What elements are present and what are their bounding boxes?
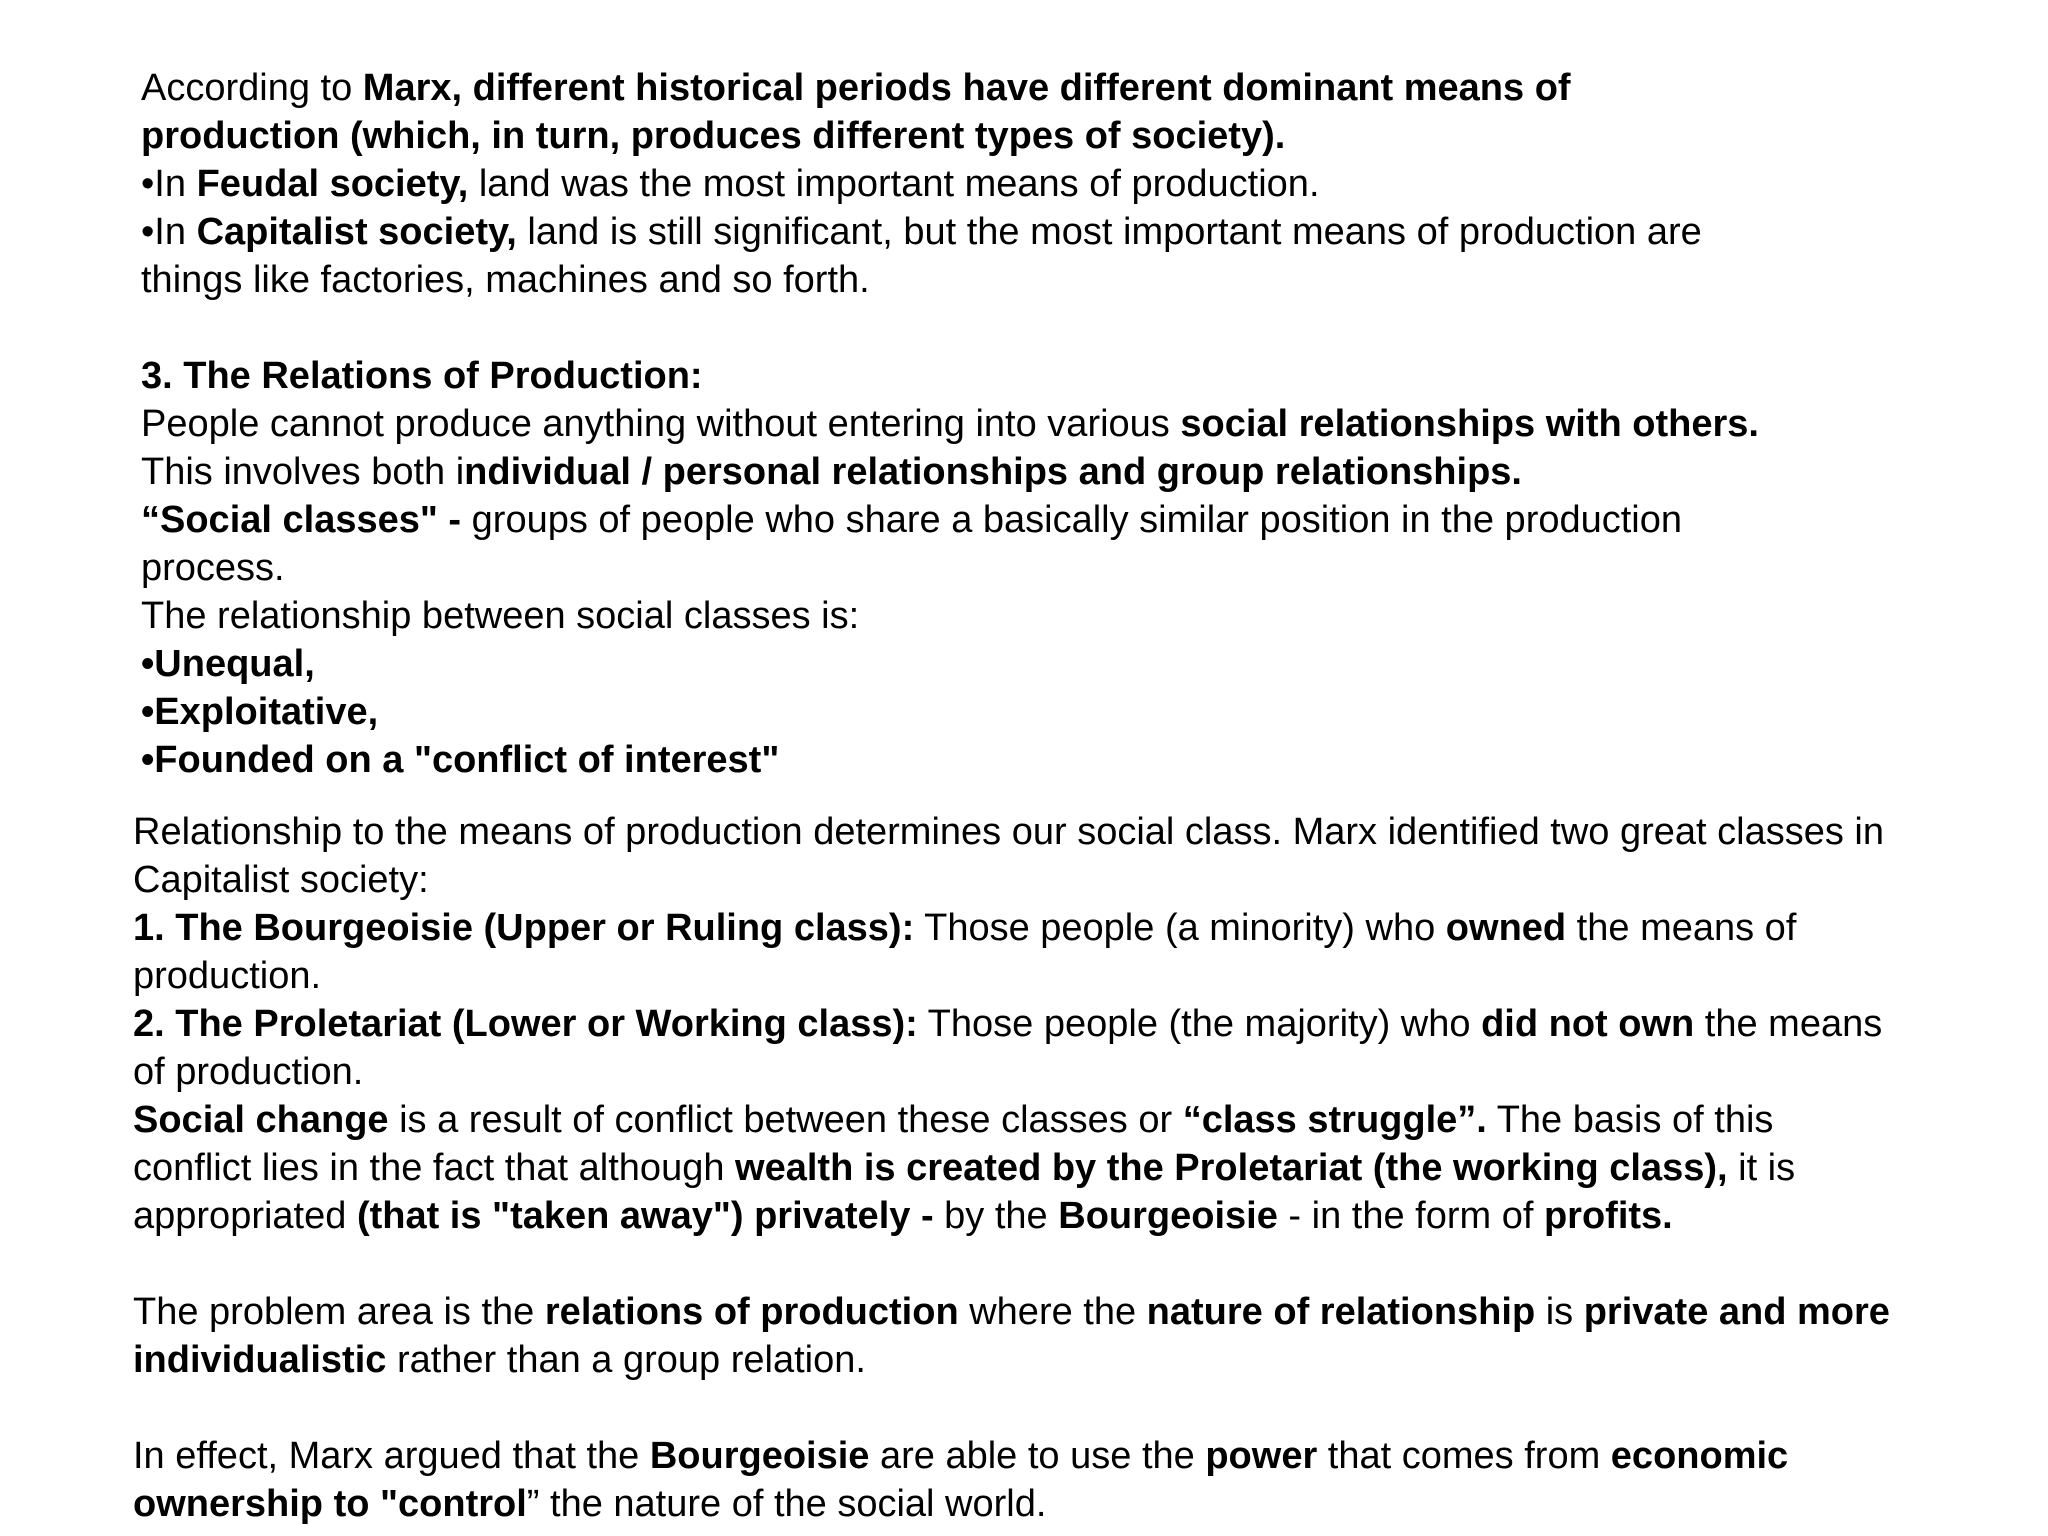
text-run: the means of (1566, 907, 1797, 949)
text-run: things like factories, machines and so forth. (141, 259, 870, 301)
text-run: This involves both i (141, 451, 465, 493)
bullet-marker: •In (141, 211, 197, 253)
bold-text-run: ownership to "control (133, 1483, 527, 1525)
bold-text-run: 2. The Proletariat (Lower or Working class): (133, 1003, 918, 1045)
bullet-capitalist-society-line2 (141, 256, 1759, 304)
text-run: Those people (a minority) who (914, 907, 1446, 949)
section-heading-relations-of-production (141, 352, 1759, 400)
text-run: of production. (133, 1051, 364, 1093)
text-run: land was the most important means of production. (468, 163, 1320, 205)
bold-text-run: nature of relationship (1146, 1291, 1536, 1333)
paragraph-means-of-production-line1 (141, 64, 1759, 112)
paragraph-social-change-line3 (133, 1192, 1890, 1240)
text-run: Capitalist society: (133, 859, 429, 901)
text-run: groups of people who share a basically similar position in the production (461, 499, 1683, 541)
bold-text-run: Feudal society, (196, 163, 469, 205)
bold-text-run: social relationships with others. (1180, 403, 1759, 445)
bold-text-run: •Exploitative, (141, 691, 379, 733)
paragraph-relationship-intro (141, 592, 1759, 640)
bullet-exploitative (141, 688, 1759, 736)
text-run: According to (141, 67, 363, 109)
bold-text-run: (that is "taken away") privately - (356, 1195, 934, 1237)
paragraph-means-of-production-line2 (141, 112, 1759, 160)
item-bourgeoisie-line1 (133, 904, 1890, 952)
bold-text-run: relations of production (544, 1291, 959, 1333)
bold-text-run: individualistic (133, 1339, 387, 1381)
paragraph-social-relationships (141, 400, 1759, 448)
item-proletariat-line2 (133, 1048, 1890, 1096)
text-run: is a result of conflict between these classes or (388, 1099, 1183, 1141)
paragraph-social-change-line2 (133, 1144, 1890, 1192)
bold-text-run: Bourgeoisie (649, 1435, 870, 1477)
heading-text: 3. The Relations of Production: (141, 355, 703, 397)
text-run: rather than a group relation. (386, 1339, 866, 1381)
bold-text-run: “class struggle”. (1182, 1099, 1487, 1141)
bullet-feudal-society (141, 160, 1759, 208)
paragraph-two-classes-line2 (133, 856, 1890, 904)
text-run: are able to use the (869, 1435, 1206, 1477)
text-run: the nature of the social world. (539, 1483, 1047, 1525)
text-run: People cannot produce anything without entering into various (141, 403, 1181, 445)
paragraph-social-change-line1 (133, 1096, 1890, 1144)
text-run: the means (1694, 1003, 1883, 1045)
paragraph-in-effect-line1 (133, 1432, 1890, 1480)
text-run: land is still significant, but the most important means of production are (516, 211, 1702, 253)
bold-text-run: •Unequal, (141, 643, 315, 685)
bold-text-run: power (1205, 1435, 1318, 1477)
text-run: Those people (the majority) who (917, 1003, 1482, 1045)
text-run: Relationship to the means of production determines our social class. Marx identified two great classes in (133, 811, 1884, 853)
text-block-lower (133, 808, 1890, 1528)
text-run: production. (133, 955, 322, 997)
text-run: is (1535, 1291, 1584, 1333)
paragraph-two-classes-line1 (133, 808, 1890, 856)
bullet-marker: •In (141, 163, 197, 205)
text-run: The problem area is the (133, 1291, 545, 1333)
bold-text-run: Capitalist society, (196, 211, 517, 253)
bullet-conflict-of-interest (141, 736, 1759, 784)
text-run: In effect, Marx argued that the (133, 1435, 650, 1477)
paragraph-problem-area-line1 (133, 1288, 1890, 1336)
bold-text-run: ndividual / personal relationships and group relationships. (464, 451, 1522, 493)
paragraph-social-classes-line1 (141, 496, 1759, 544)
text-run: it is (1727, 1147, 1796, 1189)
bold-text-run: Social change (133, 1099, 389, 1141)
bold-text-run: Bourgeoisie (1058, 1195, 1278, 1237)
bold-text-run: owned (1445, 907, 1567, 949)
bold-text-run: profits. (1543, 1195, 1673, 1237)
paragraph-social-classes-line2 (141, 544, 1759, 592)
text-run: ” (526, 1483, 540, 1525)
text-run: appropriated (133, 1195, 357, 1237)
text-run: process. (141, 547, 285, 589)
text-run: - in the form of (1277, 1195, 1544, 1237)
paragraph-individual-group (141, 448, 1759, 496)
text-run: The relationship between social classes is: (141, 595, 860, 637)
bullet-unequal (141, 640, 1759, 688)
bold-text-run: private and more (1583, 1291, 1890, 1333)
bold-text-run: economic (1610, 1435, 1789, 1477)
bold-text-run: Marx, different historical periods have different dominant means of (362, 67, 1571, 109)
text-run: where the (958, 1291, 1147, 1333)
text-run: conflict lies in the fact that although (133, 1147, 736, 1189)
text-block-upper (141, 64, 1759, 784)
bold-text-run: 1. The Bourgeoisie (Upper or Ruling class): (133, 907, 915, 949)
bold-text-run: wealth is created by the Proletariat (the working class), (735, 1147, 1728, 1189)
bold-text-run: did not own (1481, 1003, 1695, 1045)
bold-text-run: production (which, in turn, produces different types of society). (141, 115, 1286, 157)
bold-text-run: “Social classes" - (141, 499, 462, 541)
bold-text-run: •Founded on a "conflict of interest" (141, 739, 780, 781)
item-proletariat-line1 (133, 1000, 1890, 1048)
bullet-capitalist-society-line1 (141, 208, 1759, 256)
item-bourgeoisie-line2 (133, 952, 1890, 1000)
text-run: that comes from (1317, 1435, 1611, 1477)
text-run: The basis of this (1486, 1099, 1774, 1141)
text-run: by the (933, 1195, 1059, 1237)
paragraph-problem-area-line2 (133, 1336, 1890, 1384)
paragraph-in-effect-line2 (133, 1480, 1890, 1528)
